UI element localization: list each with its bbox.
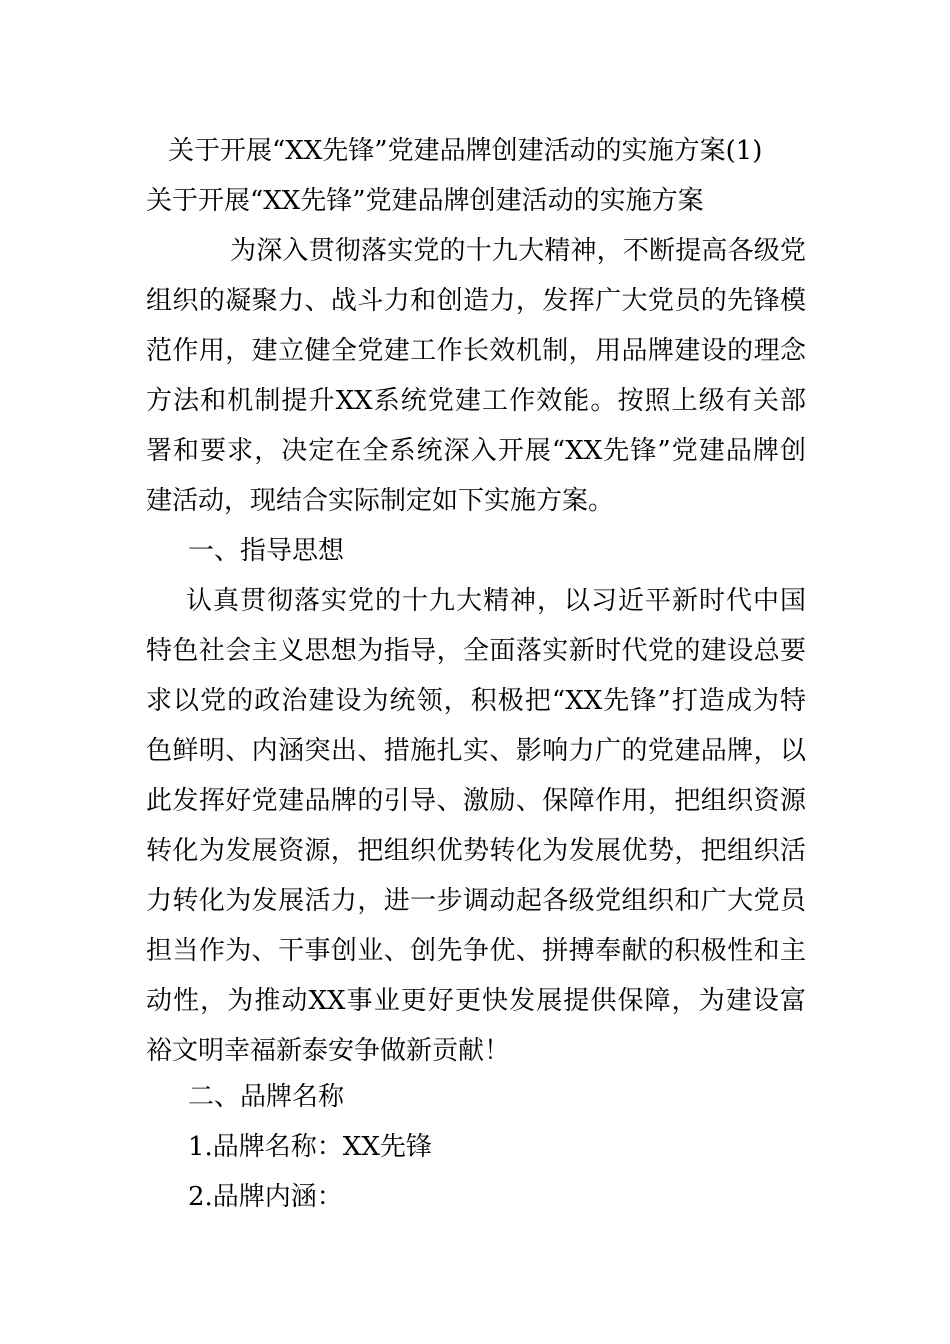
brand-name-item: 1.品牌名称：XX先锋 bbox=[188, 1132, 432, 1162]
brand-meaning-item: 2.品牌内涵： bbox=[188, 1182, 343, 1212]
document-title: 关于开展“XX先锋”党建品牌创建活动的实施方案(1) bbox=[168, 136, 763, 166]
section-heading-brand-name: 二、品牌名称 bbox=[188, 1082, 345, 1112]
intro-paragraph: 为深入贯彻落实党的十九大精神，不断提高各级党组织的凝聚力、战斗力和创造力，发挥广大党员的先锋模范作用，建立健全党建工作长效机制，用品牌建设的理念方法和机制提升XX系统党建工作效能。按照上级有关部署和要求，决定在全系统深入开展“XX先锋”党建品牌创建活动，现结合实际制定如下实施方案。 bbox=[146, 236, 806, 516]
document-subtitle: 关于开展“XX先锋”党建品牌创建活动的实施方案 bbox=[146, 186, 704, 216]
guiding-thought-paragraph: 认真贯彻落实党的十九大精神，以习近平新时代中国特色社会主义思想为指导，全面落实新时代党的建设总要求以党的政治建设为统领，积极把“XX先锋”打造成为特色鲜明、内涵突出、措施扎实、影响力广的党建品牌，以此发挥好党建品牌的引导、激励、保障作用，把组织资源转化为发展资源，把组织优势转化为发展优势，把组织活力转化为发展活力，进一步调动起各级党组织和广大党员担当作为、干事创业、创先争优、拼搏奉献的积极性和主动性，为推动XX事业更好更快发展提供保障，为建设富裕文明幸福新泰安争做新贡献！ bbox=[146, 586, 806, 1066]
section-heading-guiding-thought: 一、指导思想 bbox=[188, 536, 345, 566]
